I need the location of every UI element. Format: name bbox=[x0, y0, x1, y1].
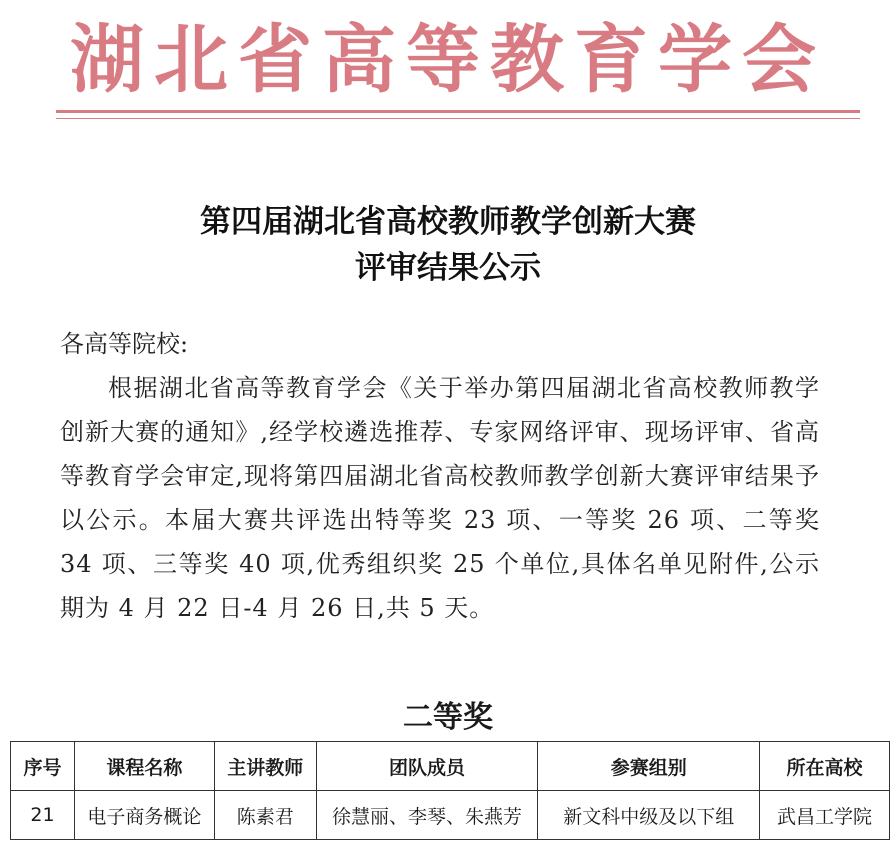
table-row bbox=[11, 791, 890, 840]
salutation: 各高等院校: bbox=[60, 330, 189, 358]
header-course-name: 课程名称 bbox=[74, 742, 214, 791]
results-table bbox=[10, 741, 890, 840]
letterhead-title: 湖北省高等教育学会 bbox=[70, 17, 826, 103]
letterhead-rule-thick bbox=[56, 110, 860, 113]
cell-category: 新文科中级及以下组 bbox=[538, 791, 760, 840]
header-lead-teacher: 主讲教师 bbox=[214, 742, 316, 791]
document-title-line1: 第四届湖北省高校教师教学创新大赛 bbox=[200, 204, 696, 240]
header-team-members: 团队成员 bbox=[316, 742, 538, 791]
cell-index: 21 bbox=[11, 791, 75, 840]
body-paragraph: 根据湖北省高等教育学会《关于举办第四届湖北省高校教师教学创新大赛的通知》,经学校遴选推荐、专家网络评审、现场评审、省高等教育学会审定,现将第四届湖北省高校教师教学创新大赛评审结果予以公示。本届大赛共评选出特等奖 23 项、一等奖 26 项、二等奖 34 项、三等奖 40 项,优秀组织奖 25 个单位,具体名单见附件,公示期为 4 月 22 日-4 月 26 日,共 5 天。 bbox=[60, 374, 820, 622]
header-category: 参赛组别 bbox=[538, 742, 760, 791]
award-section-heading: 二等奖 bbox=[403, 700, 493, 735]
table-header-row bbox=[11, 742, 890, 791]
header-university: 所在高校 bbox=[760, 742, 890, 791]
cell-team-members: 徐慧丽、李琴、朱燕芳 bbox=[316, 791, 538, 840]
cell-lead-teacher: 陈素君 bbox=[214, 791, 316, 840]
header-index: 序号 bbox=[11, 742, 75, 791]
document-title-line2: 评审结果公示 bbox=[355, 250, 541, 286]
cell-course-name: 电子商务概论 bbox=[74, 791, 214, 840]
letterhead bbox=[0, 8, 896, 103]
cell-university: 武昌工学院 bbox=[760, 791, 890, 840]
letterhead-rule-thin bbox=[56, 118, 860, 119]
